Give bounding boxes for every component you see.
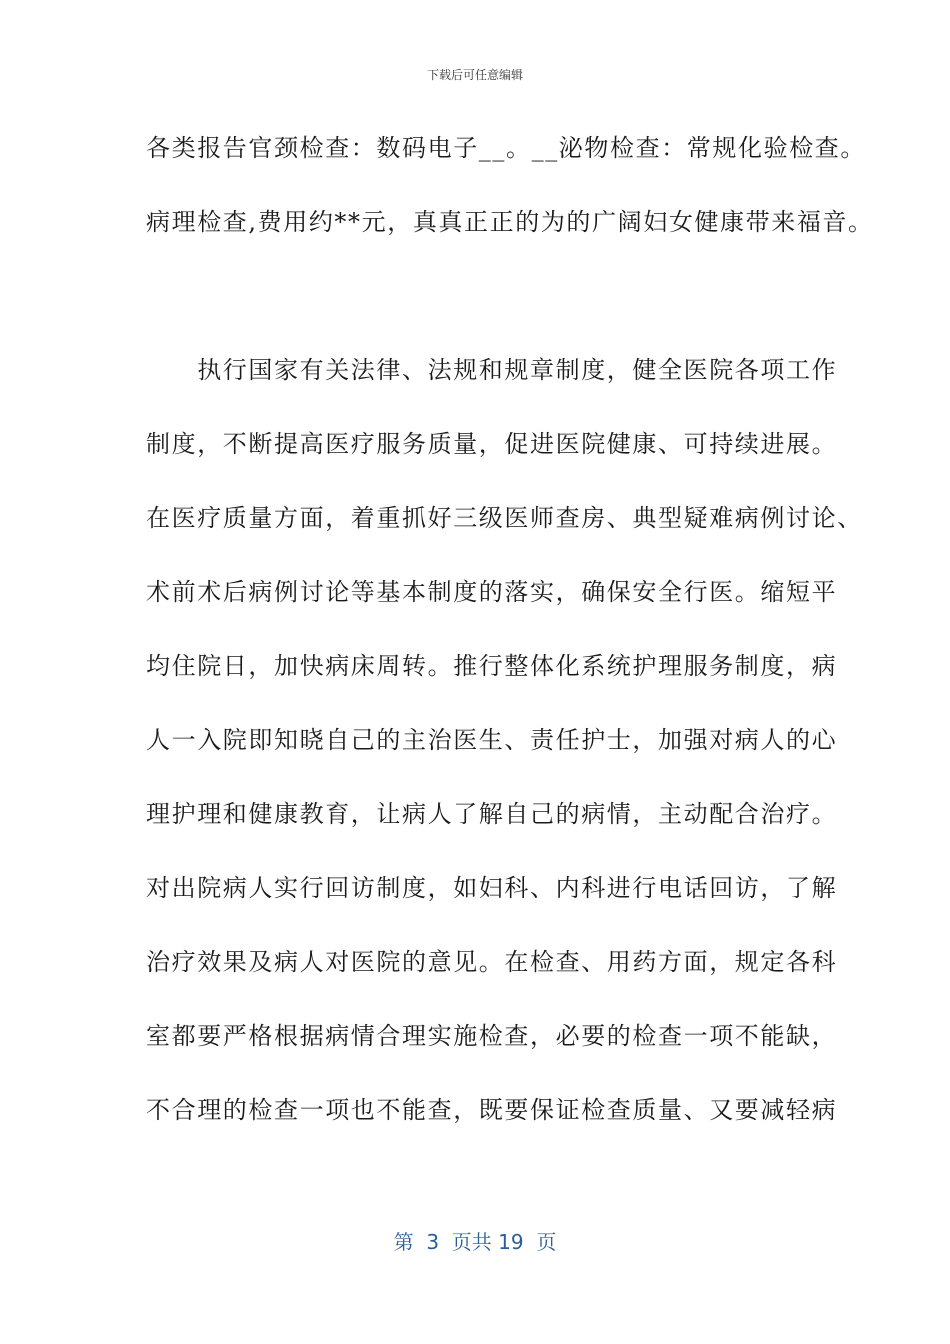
text-line: 人一入院即知晓自己的主治医生、责任护士，加强对病人的心 [146, 726, 838, 754]
text-line: 制度，不断提高医疗服务质量，促进医院健康、可持续进展。 [146, 430, 838, 458]
header-note: 下载后可任意编辑 [426, 68, 523, 82]
text-line: 对出院病人实行回访制度，如妇科、内科进行电话回访，了解 [146, 874, 838, 902]
text-line: 病理检查,费用约**元，真真正正的为的广阔妇女健康带来福音。 [146, 208, 874, 236]
text-line: 在医疗质量方面，着重抓好三级医师查房、典型疑难病例讨论、 [146, 504, 863, 532]
text-line: 不合理的检查一项也不能查，既要保证检查质量、又要减轻病 [146, 1096, 838, 1124]
text-line: 室都要严格根据病情合理实施检查，必要的检查一项不能缺， [146, 1022, 838, 1050]
page-footer: 第 3 页共 19 页 [393, 1230, 557, 1254]
text-line: 术前术后病例讨论等基本制度的落实，确保安全行医。缩短平 [146, 578, 838, 606]
text-line: 均住院日，加快病床周转。推行整体化系统护理服务制度，病 [146, 652, 838, 680]
text-line: 执行国家有关法律、法规和规章制度，健全医院各项工作 [146, 356, 838, 384]
text-line: 各类报告官颈检查：数码电子__。__泌物检查：常规化验检查。 [146, 134, 866, 162]
text-line: 理护理和健康教育，让病人了解自己的病情，主动配合治疗。 [146, 800, 838, 828]
text-line: 治疗效果及病人对医院的意见。在检查、用药方面，规定各科 [146, 948, 838, 976]
